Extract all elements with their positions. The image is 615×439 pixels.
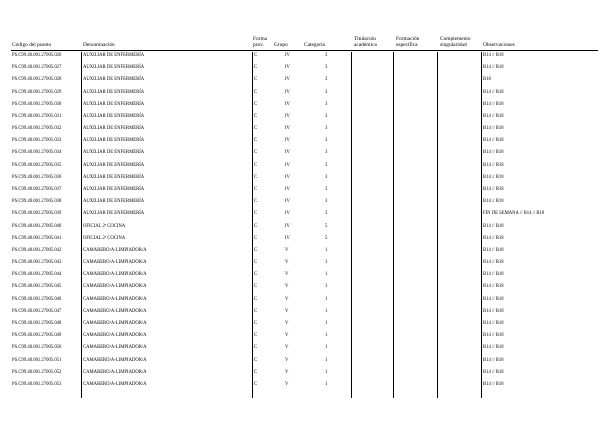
row-forma-provision: C [254, 357, 258, 363]
row-codigo: PS.C99.40.001.27005.043 [12, 260, 62, 266]
table-row [0, 65, 615, 77]
row-grupo: IV [285, 223, 290, 229]
table-row [0, 248, 615, 260]
row-forma-provision: C [254, 284, 258, 290]
table-row [0, 150, 615, 162]
row-forma-provision: C [254, 113, 258, 119]
row-forma-provision: C [254, 150, 258, 156]
row-categoria: 3 [325, 150, 328, 156]
row-grupo: V [285, 260, 289, 266]
row-denominacion: OFICIAL 2ª COCINA [83, 235, 126, 241]
row-observaciones: B14 // B18 [483, 296, 504, 302]
row-codigo: PS.C99.40.001.27005.038 [12, 199, 62, 205]
table-row [0, 236, 615, 248]
row-categoria: 1 [325, 320, 328, 326]
row-forma-provision: C [254, 369, 258, 375]
row-categoria: 3 [325, 199, 328, 205]
row-forma-provision: C [254, 381, 258, 387]
row-categoria: 1 [325, 308, 328, 314]
row-denominacion: AUXILIAR DE ENFERMERÍA [83, 138, 145, 144]
row-grupo: IV [285, 113, 290, 119]
row-grupo: IV [285, 126, 290, 132]
row-denominacion: AUXILIAR DE ENFERMERÍA [83, 53, 145, 58]
row-denominacion: AUXILIAR DE ENFERMERÍA [83, 162, 145, 168]
row-denominacion: AUXILIAR DE ENFERMERÍA [83, 150, 145, 156]
table-row [0, 102, 615, 114]
row-codigo: PS.C99.40.001.27005.051 [12, 357, 62, 363]
row-grupo: V [285, 308, 289, 314]
row-observaciones: B14 // B18 [483, 199, 504, 205]
row-codigo: PS.C99.40.001.27005.034 [12, 150, 62, 156]
row-observaciones: B14 // B18 [483, 357, 504, 363]
row-codigo: PS.C99.40.001.27005.031 [12, 113, 62, 119]
row-categoria: 1 [325, 247, 328, 253]
row-denominacion: AUXILIAR DE ENFERMERÍA [83, 65, 145, 71]
row-grupo: IV [285, 101, 290, 107]
table-row [0, 370, 615, 382]
row-grupo: IV [285, 186, 290, 192]
table-row [0, 77, 615, 89]
row-observaciones: B14 // B18 [483, 235, 504, 241]
row-codigo: PS.C99.40.001.27005.030 [12, 101, 62, 107]
row-forma-provision: C [254, 345, 258, 351]
row-observaciones: B14 // B18 [483, 138, 504, 144]
row-grupo: IV [285, 65, 290, 71]
header-titulacion-line1: Titulación [354, 36, 376, 42]
header-categoria: Categoría [304, 42, 325, 48]
table-row [0, 224, 615, 236]
row-observaciones: B14 // B18 [483, 113, 504, 119]
row-categoria: 1 [325, 345, 328, 351]
row-forma-provision: C [254, 260, 258, 266]
row-denominacion: CAMARERO/A-LIMPIADOR/A [83, 381, 147, 387]
row-grupo: IV [285, 138, 290, 144]
table-row [0, 345, 615, 357]
row-denominacion: AUXILIAR DE ENFERMERÍA [83, 174, 145, 180]
header-observaciones: Observaciones [483, 42, 515, 48]
row-categoria: 1 [325, 272, 328, 278]
row-forma-provision: C [254, 272, 258, 278]
row-grupo: V [285, 320, 289, 326]
row-codigo: PS.C99.40.001.27005.033 [12, 138, 62, 144]
row-forma-provision: C [254, 65, 258, 71]
table-row [0, 211, 615, 223]
header-complemento-line2: singularidad [440, 42, 467, 48]
row-categoria: 1 [325, 333, 328, 339]
row-codigo: PS.C99.40.001.27005.035 [12, 162, 62, 168]
table-row [0, 187, 615, 199]
row-observaciones: B14 // B18 [483, 162, 504, 168]
row-categoria: 3 [325, 186, 328, 192]
row-denominacion: CAMARERO/A-LIMPIADOR/A [83, 345, 147, 351]
row-observaciones: B14 // B18 [483, 89, 504, 95]
row-forma-provision: C [254, 126, 258, 132]
row-denominacion: AUXILIAR DE ENFERMERÍA [83, 126, 145, 132]
row-categoria: 1 [325, 260, 328, 266]
row-forma-provision: C [254, 333, 258, 339]
row-categoria: 1 [325, 296, 328, 302]
row-categoria: 1 [325, 357, 328, 363]
row-observaciones: B14 // B18 [483, 53, 504, 58]
row-codigo: PS.C99.40.001.27005.046 [12, 296, 62, 302]
row-observaciones: B14 // B18 [483, 186, 504, 192]
row-categoria: 1 [325, 369, 328, 375]
row-codigo: PS.C99.40.001.27005.052 [12, 369, 62, 375]
row-observaciones: B14 // B18 [483, 333, 504, 339]
row-grupo: V [285, 272, 289, 278]
table-row [0, 272, 615, 284]
row-grupo: IV [285, 235, 290, 241]
row-categoria: 3 [325, 53, 328, 58]
header-codigo: Código del puesto [12, 42, 52, 48]
row-forma-provision: C [254, 235, 258, 241]
row-codigo: PS.C99.40.001.27005.039 [12, 211, 62, 217]
header-forma-prov-line2: prov. [253, 42, 264, 48]
row-codigo: PS.C99.40.001.27005.032 [12, 126, 62, 132]
table-row [0, 321, 615, 333]
row-observaciones: B14 // B18 [483, 345, 504, 351]
row-forma-provision: C [254, 174, 258, 180]
row-grupo: IV [285, 77, 290, 83]
row-grupo: V [285, 357, 289, 363]
row-forma-provision: C [254, 199, 258, 205]
row-observaciones: B18 [483, 77, 491, 83]
row-forma-provision: C [254, 211, 258, 217]
row-grupo: IV [285, 150, 290, 156]
row-codigo: PS.C99.40.001.27005.037 [12, 186, 62, 192]
header-denominacion: Denominación [83, 42, 115, 48]
row-denominacion: CAMARERO/A-LIMPIADOR/A [83, 333, 147, 339]
row-observaciones: B14 // B18 [483, 308, 504, 314]
row-codigo: PS.C99.40.001.27005.029 [12, 89, 62, 95]
header-formacion-line1: Formación [396, 36, 420, 42]
row-forma-provision: C [254, 53, 258, 58]
header-titulacion-line2: académica [354, 42, 377, 48]
row-observaciones: B14 // B18 [483, 284, 504, 290]
row-grupo: IV [285, 53, 290, 58]
table-row [0, 260, 615, 272]
row-denominacion: AUXILIAR DE ENFERMERÍA [83, 89, 145, 95]
row-observaciones: FIN DE SEMANA // B14 // B18 [483, 211, 545, 217]
row-categoria: 3 [325, 162, 328, 168]
row-observaciones: B14 // B18 [483, 369, 504, 375]
row-codigo: PS.C99.40.001.27005.026 [12, 53, 62, 58]
row-forma-provision: C [254, 77, 258, 83]
row-grupo: V [285, 284, 289, 290]
row-codigo: PS.C99.40.001.27005.027 [12, 65, 62, 71]
row-forma-provision: C [254, 320, 258, 326]
row-codigo: PS.C99.40.001.27005.048 [12, 320, 62, 326]
row-denominacion: CAMARERO/A-LIMPIADOR/A [83, 260, 147, 266]
row-categoria: 1 [325, 381, 328, 387]
row-forma-provision: C [254, 247, 258, 253]
row-observaciones: B14 // B18 [483, 174, 504, 180]
table-row [0, 163, 615, 175]
row-categoria: 3 [325, 113, 328, 119]
row-forma-provision: C [254, 162, 258, 168]
row-denominacion: CAMARERO/A-LIMPIADOR/A [83, 296, 147, 302]
row-codigo: PS.C99.40.001.27005.047 [12, 308, 62, 314]
row-codigo: PS.C99.40.001.27005.045 [12, 284, 62, 290]
row-grupo: V [285, 296, 289, 302]
row-grupo: IV [285, 174, 290, 180]
row-denominacion: CAMARERO/A-LIMPIADOR/A [83, 320, 147, 326]
row-grupo: IV [285, 199, 290, 205]
header-complemento-line1: Complemento [440, 36, 471, 42]
row-categoria: 3 [325, 77, 328, 83]
table-row [0, 382, 615, 394]
table-row [0, 309, 615, 321]
row-forma-provision: C [254, 223, 258, 229]
table-row [0, 90, 615, 102]
row-forma-provision: C [254, 186, 258, 192]
row-categoria: 3 [325, 138, 328, 144]
row-categoria: 3 [325, 174, 328, 180]
row-codigo: PS.C99.40.001.27005.036 [12, 174, 62, 180]
row-denominacion: AUXILIAR DE ENFERMERÍA [83, 199, 145, 205]
table-row [0, 53, 615, 65]
row-grupo: IV [285, 89, 290, 95]
row-grupo: IV [285, 162, 290, 168]
row-grupo: V [285, 345, 289, 351]
row-observaciones: B14 // B18 [483, 101, 504, 107]
row-observaciones: B14 // B18 [483, 247, 504, 253]
row-grupo: V [285, 381, 289, 387]
row-observaciones: B14 // B18 [483, 126, 504, 132]
table-row [0, 333, 615, 345]
row-denominacion: AUXILIAR DE ENFERMERÍA [83, 113, 145, 119]
header-rule [11, 50, 598, 51]
row-categoria: 3 [325, 65, 328, 71]
row-forma-provision: C [254, 138, 258, 144]
table-row [0, 138, 615, 150]
row-codigo: PS.C99.40.001.27005.040 [12, 223, 62, 229]
row-grupo: V [285, 333, 289, 339]
row-denominacion: AUXILIAR DE ENFERMERÍA [83, 77, 145, 83]
row-codigo: PS.C99.40.001.27005.042 [12, 247, 62, 253]
row-categoria: 5 [325, 223, 328, 229]
row-codigo: PS.C99.40.001.27005.044 [12, 272, 62, 278]
table-row [0, 175, 615, 187]
row-codigo: PS.C99.40.001.27005.049 [12, 333, 62, 339]
row-denominacion: CAMARERO/A-LIMPIADOR/A [83, 284, 147, 290]
header-forma-prov-line1: Forma [253, 36, 268, 42]
row-denominacion: CAMARERO/A-LIMPIADOR/A [83, 369, 147, 375]
row-categoria: 3 [325, 89, 328, 95]
row-observaciones: B14 // B18 [483, 320, 504, 326]
row-observaciones: B14 // B18 [483, 260, 504, 266]
table-row [0, 126, 615, 138]
row-denominacion: AUXILIAR DE ENFERMERÍA [83, 186, 145, 192]
row-forma-provision: C [254, 296, 258, 302]
row-denominacion: OFICIAL 2ª COCINA [83, 223, 126, 229]
row-categoria: 5 [325, 235, 328, 241]
row-categoria: 3 [325, 126, 328, 132]
row-forma-provision: C [254, 101, 258, 107]
row-denominacion: AUXILIAR DE ENFERMERÍA [83, 211, 145, 217]
row-forma-provision: C [254, 89, 258, 95]
row-observaciones: B14 // B18 [483, 65, 504, 71]
row-denominacion: CAMARERO/A-LIMPIADOR/A [83, 247, 147, 253]
row-denominacion: CAMARERO/A-LIMPIADOR/A [83, 272, 147, 278]
row-observaciones: B14 // B18 [483, 223, 504, 229]
row-denominacion: CAMARERO/A-LIMPIADOR/A [83, 308, 147, 314]
row-denominacion: AUXILIAR DE ENFERMERÍA [83, 101, 145, 107]
header-formacion-line2: específica [396, 42, 418, 48]
row-categoria: 3 [325, 211, 328, 217]
row-grupo: V [285, 369, 289, 375]
table-row [0, 114, 615, 126]
row-codigo: PS.C99.40.001.27005.028 [12, 77, 62, 83]
row-grupo: V [285, 247, 289, 253]
table-row [0, 284, 615, 296]
header-grupo: Grupo [274, 42, 288, 48]
row-codigo: PS.C99.40.001.27005.041 [12, 235, 62, 241]
row-codigo: PS.C99.40.001.27005.053 [12, 381, 62, 387]
row-grupo: IV [285, 211, 290, 217]
row-denominacion: CAMARERO/A-LIMPIADOR/A [83, 357, 147, 363]
row-categoria: 1 [325, 284, 328, 290]
row-observaciones: B14 // B18 [483, 150, 504, 156]
row-forma-provision: C [254, 308, 258, 314]
row-observaciones: B14 // B18 [483, 381, 504, 387]
row-categoria: 3 [325, 101, 328, 107]
row-codigo: PS.C99.40.001.27005.050 [12, 345, 62, 351]
table-row [0, 297, 615, 309]
row-observaciones: B14 // B18 [483, 272, 504, 278]
table-row [0, 358, 615, 370]
table-row [0, 199, 615, 211]
